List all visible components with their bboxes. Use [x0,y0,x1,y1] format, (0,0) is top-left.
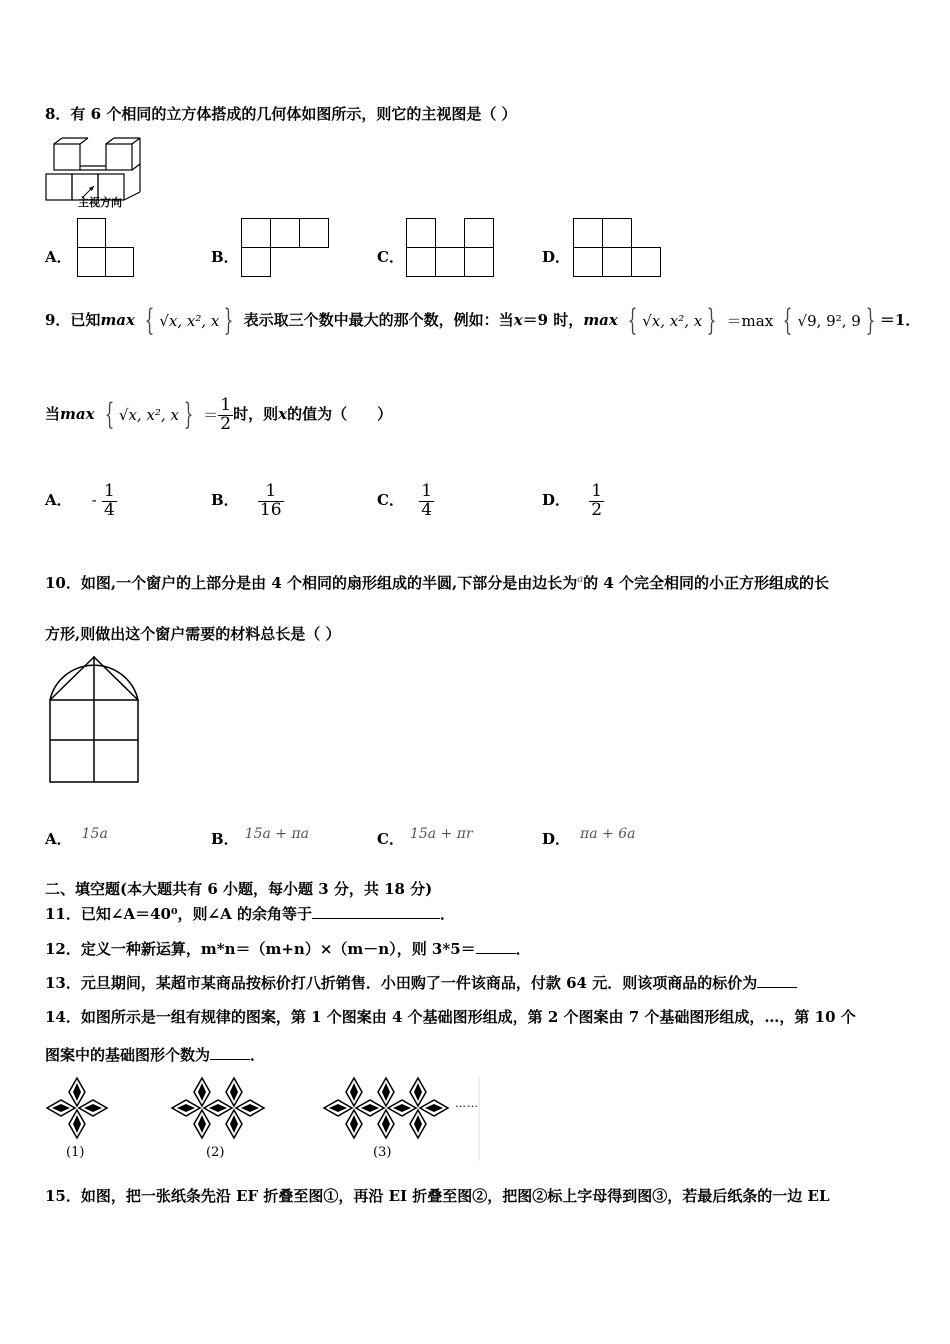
q9-option-c: C． $\frac{1}{4}$ [377,480,433,520]
q9-set: √x, x², x [159,312,220,330]
q9-brace-right-2: } [706,303,717,338]
q9-brace-left: { [144,303,155,338]
q8-option-c-label: C． [377,248,404,266]
q14-pattern-figure [44,1075,484,1165]
q8-fig-label: 主视方向 [78,196,122,209]
q9-line1 [45,302,920,339]
q13-blank[interactable] [757,987,797,988]
q8-option-b-label: B． [211,248,239,266]
q10-option-a: A． 15a [45,826,108,848]
q9-option-d: D． $\frac{1}{2}$ [542,480,603,520]
q10-line2: 方形,则做出这个窗户需要的材料总长是（ ） [45,625,341,643]
q9-x: x [513,311,523,329]
q9-brace-left-2: { [627,303,638,338]
q9-text-a: 9．已知 [45,311,101,329]
q9-brace-right-3: } [865,303,876,338]
q9-option-a: A． - $\frac{1}{4}$ [45,480,115,520]
q14-label-3: (3) [373,1145,392,1160]
q9-max-2: max [583,311,618,329]
q15-text: 15．如图，把一张纸条先沿 EF 折叠至图①，再沿 EI 折叠至图②，把图②标上字母得到图③，若最后纸条的一边 EL [45,1187,830,1205]
q14-dots: …… [455,1097,479,1110]
q10-option-c: C． 15a + πr [377,826,473,848]
q9-text-c: ＝9 时， [522,311,584,329]
q14-line2: 图案中的基础图形个数为 ． [45,1046,266,1064]
q9-x-2: x [278,405,288,423]
q9-option-b: B． $\frac{1}{16}$ [211,480,282,520]
q9-brace-right: } [224,303,234,338]
q9-eq1: ＝max [726,312,774,330]
q8-text: 8．有 6 个相同的立方体搭成的几何体如图所示，则它的主视图是（ ） [45,105,517,123]
q14-line1: 14．如图所示是一组有规律的图案，第 1 个图案由 4 个基础图形组成，第 2 个图案由 7 个基础图形组成，…，第 10 个 [45,1008,856,1026]
q9-max-3: max [60,405,95,423]
q10-a: a [577,574,584,585]
q11-blank[interactable] [312,918,440,919]
q10-line1: 10．如图,一个窗户的上部分是由 4 个相同的扇形组成的半圆,下部分是由边长为$^a$的 4 个完全相同的小正方形组成的长 [45,574,830,592]
q9-line2-a: 当 [45,405,61,423]
q10-window-figure [48,654,142,784]
q9-brace-left-4: { [104,397,115,432]
q9-eq-fraction: $\frac{1}{2}$ [220,394,232,434]
q13-text: 13．元旦期间，某超市某商品按标价打八折销售．小田购了一件该商品，付款 64 元．则该项商品的标价为 [45,972,797,993]
q14-label-1: (1) [66,1145,85,1160]
q12-blank[interactable] [476,953,516,954]
q9-line2: 当max { √x, x², x } ＝ $\frac{1}{2}$ 时，则x的值为（ ） [45,394,393,434]
q8-option-d-label: D． [542,248,571,266]
q9-text-d: ＝1． [879,311,921,329]
q10-option-d: D． πa + 6a [542,826,636,848]
q9-max: max [100,311,135,329]
q9-line2-c: 的值为（ ） [287,405,393,423]
q8-option-c-figure [406,218,496,278]
q8-option-b-figure [241,218,331,278]
q11-text: 11．已知∠A＝40⁰，则∠A 的余角等于 ． [45,905,455,923]
q9-text-b: 表示取三个数中最大的那个数，例如：当 [243,311,514,329]
q12-text: 12．定义一种新运算，m*n＝（m+n）×（m－n），则 3*5＝ ． [45,940,531,958]
q10-option-b: B． 15a + πa [211,826,310,848]
q14-blank[interactable] [210,1059,250,1060]
q8-option-d-figure [573,218,663,278]
q8-option-a-figure [77,218,137,278]
section-2-heading: 二、填空题(本大题共有 6 小题，每小题 3 分，共 18 分) [45,880,433,898]
q9-line2-b: 时，则 [233,405,279,423]
q9-brace-left-3: { [783,303,793,338]
q8-option-a-label: A． [45,248,72,266]
q9-set-3: √9, 9², 9 [797,312,861,330]
q9-set-4: √x, x², x [118,406,179,424]
q9-set-2: √x, x², x [642,312,703,330]
q14-label-2: (2) [206,1145,225,1160]
q9-brace-right-4: } [183,397,194,432]
